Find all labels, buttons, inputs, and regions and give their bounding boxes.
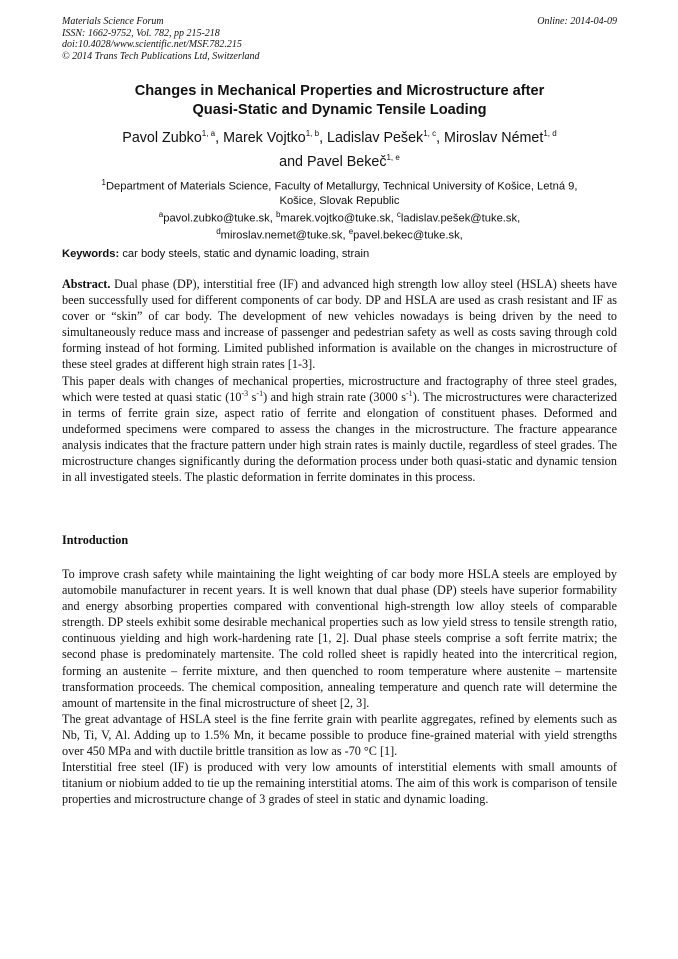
author-affil: 1, d (543, 129, 557, 138)
keywords-text: car body steels, static and dynamic loading, strain (122, 248, 370, 260)
journal-header (62, 16, 617, 62)
author-name: Marek Vojtko (223, 129, 306, 146)
intro-paragraph-2: The great advantage of HSLA steel is the fine ferrite grain with pearlite aggregates, refined by elements such as Nb, Ti, V, Al. Adding up to 1.5% Mn, it became possible to produce fine-grained material with yield strengths over 450 MPa and with ductile brittle transition as low as -70 °C [1]. (62, 711, 617, 759)
abstract-label: Abstract. (62, 277, 111, 291)
journal-name: Materials Science Forum (62, 16, 164, 27)
exponent: -1 (406, 388, 413, 398)
email-mark: c (396, 209, 401, 219)
abstract-text-2d: ). The microstructures were characterized in terms of ferrite grain size, aspect ratio of ferrite and elongation of constituent phases. Deformed and undeformed specimens were compared to assess the changes in the microstructure. The fracture appearance analysis indicates that the fracture pattern under high strain rates is mainly ductile, regardless of steel grades. The microstructure changes significantly during the deformation process under both quasi-static and dynamic tension in all investigated steels. The plastic deformation in ferrite dominates in this process. (62, 389, 618, 485)
exponent: -1 (256, 388, 264, 398)
abstract-text-2a: This paper deals with changes of mechanical properties, microstructure and fractography of three steel grades, which were tested at quasi static (10 (62, 373, 617, 404)
author-affil: 1, c (423, 129, 437, 138)
affiliation-dept: Department of Materials Science, Faculty of Metallurgy, Technical University of Košice, Letná 9, (105, 180, 578, 193)
email-link[interactable]: pavol.zubko@tuke.sk, (163, 212, 273, 225)
author-list (62, 124, 617, 172)
journal-issn: ISSN: 1662-9752, Vol. 782, pp 215-218 (62, 27, 220, 39)
abstract-section (62, 276, 617, 485)
author-affil: 1, a (201, 129, 216, 138)
emails-line-1 (62, 208, 617, 226)
emails-line-2 (62, 225, 617, 243)
introduction-heading: Introduction (62, 533, 129, 547)
online-date: Online: 2014-04-09 (537, 16, 617, 27)
abstract-paragraph-2 (62, 373, 617, 486)
journal-copyright: © 2014 Trans Tech Publications Ltd, Switzerland (62, 50, 260, 62)
affiliation-mark: 1 (101, 178, 106, 187)
intro-paragraph-3: Interstitial free steel (IF) is produced with very low amounts of interstitial elements with small amounts of titanium or niobium added to tie up the remaining interstitial atoms. The aim of this work is comparison of tensile properties and microstructure change of 3 grades of steel in static and dynamic loading. (62, 760, 617, 807)
email-link[interactable]: pavel.bekec@tuke.sk, (353, 230, 463, 243)
author-affil: 1, e (386, 152, 400, 162)
exponent: -3 (241, 388, 249, 398)
journal-doi: doi:10.4028/www.scientific.net/MSF.782.215 (62, 39, 242, 50)
abstract-text-2b: s (248, 389, 257, 404)
email-mark: d (216, 227, 221, 237)
email-mark: a (158, 209, 164, 219)
introduction-section (62, 566, 617, 807)
affiliation-line-2: Košice, Slovak Republic (279, 194, 400, 207)
intro-paragraph-1: To improve crash safety while maintaining the light weighting of car body more HSLA steels are employed by automobile manufacturer in recent years. It is well known that dual phase (DP) steels have superior formability and energy absorbing properties compared with conventional high-strength low alloy steels of comparable strength. DP steels exhibit some desirable mechanical properties such as low yield stress to tensile strength ratio, continuous yielding and high work-hardening rate [1, 2]. Dual phase steels comprise a soft ferrite matrix; the second phase is predominately martensite. The cold rolled sheet is rapidly heated into the intercritical region, forming an austenite – ferrite mixture, and then quenched to room temperature where austenite – martensite transformation proceeds. The chemical composition, annealing temperature and quench rate will determine the amount of martensite in the final microstructure of sheet [2, 3]. (62, 567, 617, 710)
title-line-2: Quasi-Static and Dynamic Tensile Loading (192, 102, 487, 118)
email-mark: e (348, 227, 354, 237)
abstract-text-1: Dual phase (DP), interstitial free (IF) and advanced high strength low alloy steel (HSLA) sheets have been successfully used for different components of car body. DP and HSLA are used as crash resistant and IF as cover or “skin” of car body. The development of new vehicles nowadays is being driven by the need to simultaneously reduce mass and increase of passenger and pedestrian safety as well as costs saving through cold forming instead of hot forming. Limited published information is available on the changes in microstructure of these steel grades at different high strain rates [1-3]. (62, 277, 618, 372)
authors-line-2 (62, 148, 617, 172)
affiliation-line-1 (62, 176, 617, 194)
title-line-1: Changes in Mechanical Properties and Microstructure after (134, 83, 545, 99)
authors-and: and (279, 153, 304, 170)
author-name: Pavol Zubko (122, 129, 202, 146)
paper-title (62, 82, 617, 120)
author-name: Miroslav Német (444, 129, 544, 146)
authors-line-1: Pavol Zubko$^{1, a}$, Marek Vojtko$^{1, b}$, Ladislav Pešek$^{1, c}$, Miroslav Német$^{1, d}$ (122, 129, 557, 146)
author-name: Pavel Bekeč (307, 153, 387, 170)
affiliation-block (62, 176, 617, 243)
abstract-paragraph-1 (62, 276, 617, 373)
email-mark: b (275, 209, 281, 219)
email-link[interactable]: ladislav.pešek@tuke.sk, (400, 212, 521, 225)
author-name: Ladislav Pešek (327, 129, 424, 146)
abstract-text-2c: ) and high strain rate (3000 s (263, 389, 407, 404)
keywords (62, 247, 617, 261)
keywords-label: Keywords: (62, 248, 120, 260)
author-affil: 1, b (305, 129, 320, 138)
email-link[interactable]: miroslav.nemet@tuke.sk, (220, 230, 346, 243)
email-link[interactable]: marek.vojtko@tuke.sk, (280, 212, 394, 225)
